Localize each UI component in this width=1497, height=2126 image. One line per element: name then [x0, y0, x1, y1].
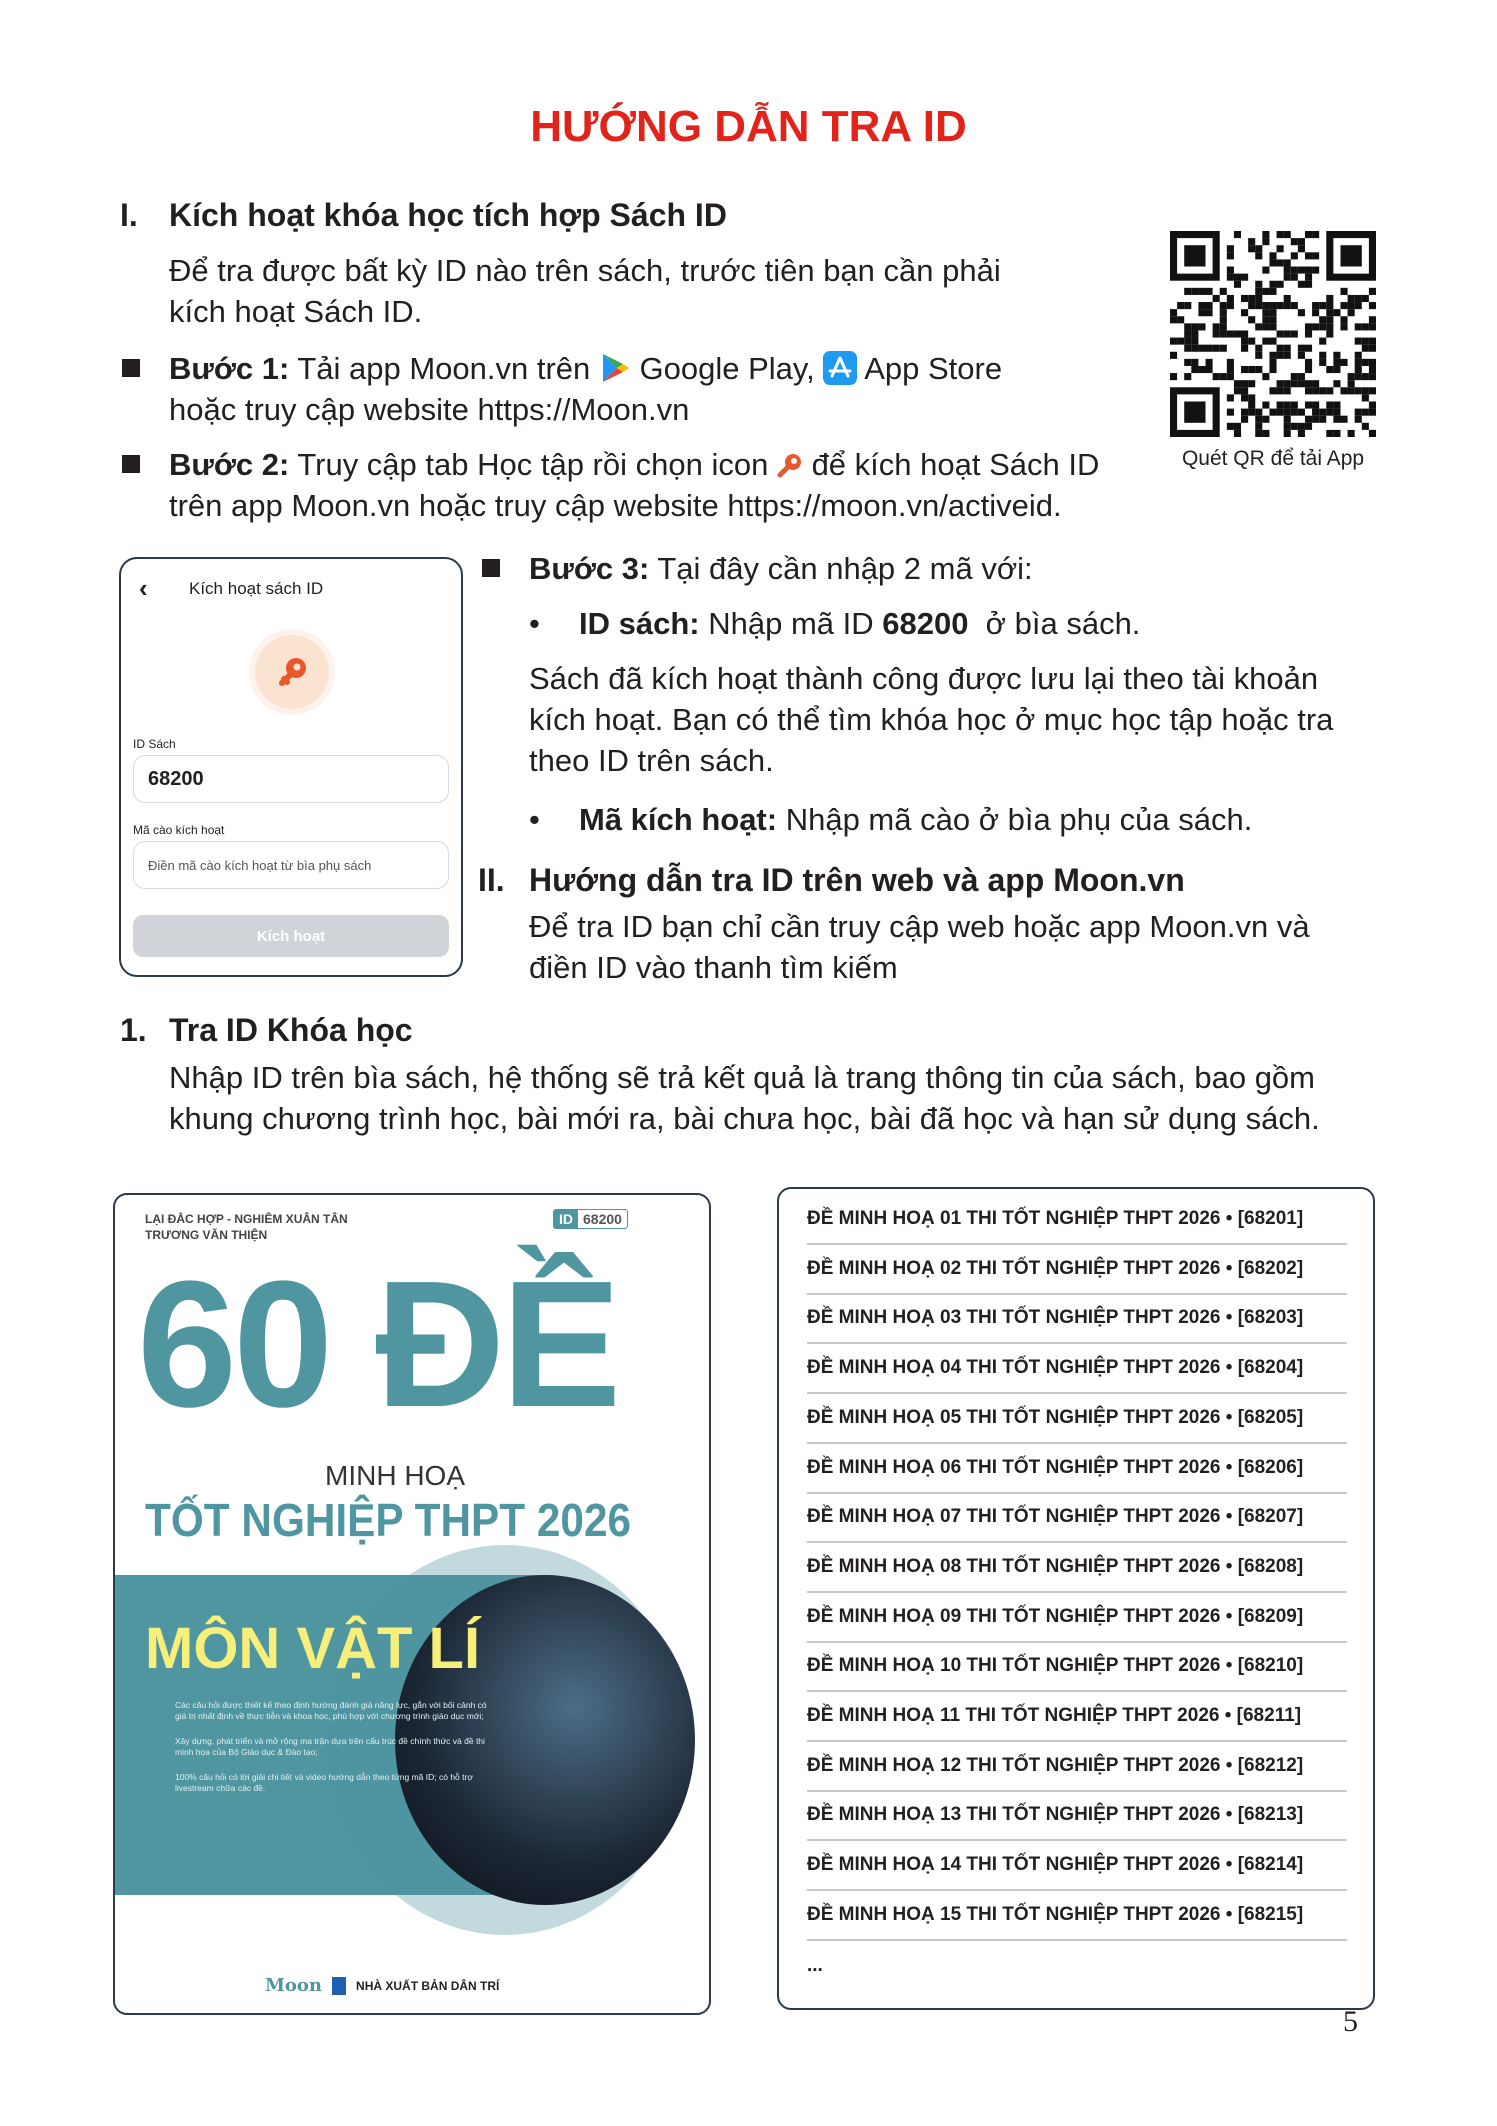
section-3-number: 1.	[120, 1012, 147, 1048]
list-item[interactable]: ĐỀ MINH HOẠ 14 THI TỐT NGHIỆP THPT 2026 • [68214]	[807, 1841, 1347, 1891]
google-play-link[interactable]: Google Play,	[630, 351, 824, 386]
code-label: Mã cào kích hoạt	[133, 823, 225, 837]
label: ID sách:	[579, 606, 700, 641]
list-item[interactable]: ĐỀ MINH HOẠ 04 THI TỐT NGHIỆP THPT 2026 • [68204]	[807, 1344, 1347, 1394]
qr-caption: Quét QR để tải App	[1181, 447, 1365, 470]
list-item[interactable]: ĐỀ MINH HOẠ 05 THI TỐT NGHIỆP THPT 2026 • [68205]	[807, 1394, 1347, 1444]
text-line: trên app Moon.vn hoặc truy cập website https://moon.vn/activeid.	[169, 488, 1062, 523]
id-tag: ID	[554, 1210, 578, 1228]
google-play-icon	[599, 352, 631, 384]
cover-subject: MÔN VẬT LÍ	[145, 1616, 481, 1681]
step-3	[529, 548, 1389, 840]
text: Truy cập tab Học tập rồi chọn icon	[289, 447, 777, 482]
text-line: hoặc truy cập website https://Moon.vn	[169, 392, 690, 427]
list-item[interactable]: ĐỀ MINH HOẠ 10 THI TỐT NGHIỆP THPT 2026 • [68210]	[807, 1642, 1347, 1692]
app-store-link[interactable]: App Store	[857, 351, 1003, 386]
list-item[interactable]: ĐỀ MINH HOẠ 09 THI TỐT NGHIỆP THPT 2026 • [68209]	[807, 1593, 1347, 1643]
list-item[interactable]: ĐỀ MINH HOẠ 02 THI TỐT NGHIỆP THPT 2026 • [68202]	[807, 1245, 1347, 1295]
authors-line: TRƯƠNG VĂN THIỆN	[145, 1228, 268, 1242]
bullet-dot-icon: •	[529, 606, 540, 641]
page-number: 5	[1343, 2005, 1358, 2038]
moon-logo: Moon	[265, 1975, 323, 1996]
label: Mã kích hoạt:	[579, 802, 778, 837]
text: Nhập mã ID	[699, 606, 883, 641]
authors-line: LẠI ĐẮC HỢP - NGHIÊM XUÂN TÂN	[145, 1212, 348, 1226]
step-2	[169, 444, 1169, 526]
list-item[interactable]: ĐỀ MINH HOẠ 03 THI TỐT NGHIỆP THPT 2026 • [68203]	[807, 1294, 1347, 1344]
text-line: điền ID vào thanh tìm kiếm	[529, 950, 898, 985]
step-1	[169, 348, 1149, 430]
book-cover	[113, 1193, 711, 2015]
page-title: HƯỚNG DẪN TRA ID	[530, 102, 967, 151]
section-1-heading: Kích hoạt khóa học tích hợp Sách ID	[169, 197, 727, 233]
id-value: 68200	[148, 767, 204, 790]
cover-footer	[265, 1975, 499, 1996]
text: Tải app Moon.vn trên	[289, 351, 599, 386]
step-label: Bước 3:	[529, 551, 650, 586]
cover-bullet: Các câu hỏi được thiết kế theo định hướng đánh giá năng lực, gắn với bối cảnh có giá trị nhất định về thực tiễn và khoa học, phù hợp với chương trình giáo dục mới;	[175, 1700, 487, 1721]
cover-id: 68200	[583, 1211, 622, 1227]
back-arrow-icon[interactable]: ‹	[139, 573, 148, 603]
text-line: theo ID trên sách.	[529, 743, 774, 778]
publisher-name: NHÀ XUẤT BẢN DÂN TRÍ	[356, 1978, 500, 1993]
list-item[interactable]: ĐỀ MINH HOẠ 01 THI TỐT NGHIỆP THPT 2026 • [68201]	[807, 1195, 1347, 1245]
bullet-square-icon	[482, 559, 500, 577]
list-more: ...	[807, 1954, 823, 1976]
section-3-heading: Tra ID Khóa học	[169, 1012, 413, 1048]
cover-bullet: 100% câu hỏi có lời giải chi tiết và video hướng dẫn theo từng mã ID; có hỗ trợ livestream chữa các đề.	[175, 1772, 473, 1793]
bullet-ma-kich-hoat	[529, 799, 1389, 840]
list-item[interactable]: ĐỀ MINH HOẠ 13 THI TỐT NGHIỆP THPT 2026 • [68213]	[807, 1791, 1347, 1841]
id-input[interactable]	[133, 755, 449, 803]
bullet-square-icon	[122, 455, 140, 473]
text-line: Sách đã kích hoạt thành công được lưu lại theo tài khoản	[529, 661, 1319, 696]
bullet-id-sach	[529, 603, 1389, 644]
section-1-intro	[169, 250, 1001, 332]
text-line: kích hoạt. Bạn có thể tìm khóa học ở mục học tập hoặc tra	[529, 702, 1334, 737]
exam-list	[777, 1187, 1375, 2010]
cover-bullet: Xây dựng, phát triển và mở rộng ma trận dựa trên cấu trúc đề chính thức và đề thi minh họa của Bộ Giáo dục & Đào tạo;	[175, 1736, 485, 1757]
text-line: khung chương trình học, bài mới ra, bài chưa học, bài đã học và hạn sử dụng sách.	[169, 1101, 1320, 1136]
text: để kích hoạt Sách ID	[802, 447, 1100, 482]
key-icon	[777, 452, 803, 478]
text-line: Để tra ID bạn chỉ cần truy cập web hoặc app Moon.vn và	[529, 909, 1310, 944]
section-1-number: I.	[120, 197, 138, 233]
cover-subtitle: MINH HOẠ	[325, 1460, 465, 1491]
phone-activation-screenshot	[119, 557, 463, 977]
bullet-square-icon	[122, 359, 140, 377]
list-item[interactable]: ĐỀ MINH HOẠ 07 THI TỐT NGHIỆP THPT 2026 • [68207]	[807, 1493, 1347, 1543]
activate-button[interactable]: Kích hoạt	[133, 915, 449, 957]
text: Tại đây cần nhập 2 mã với:	[649, 551, 1033, 586]
app-store-icon	[823, 351, 857, 385]
list-item[interactable]: ĐỀ MINH HOẠ 08 THI TỐT NGHIỆP THPT 2026 • [68208]	[807, 1543, 1347, 1593]
code-input[interactable]	[133, 841, 449, 889]
id-label: ID Sách	[133, 737, 176, 751]
section-2-heading: Hướng dẫn tra ID trên web và app Moon.vn	[529, 862, 1185, 898]
qr-code[interactable]	[1170, 231, 1376, 437]
list-item[interactable]: ĐỀ MINH HOẠ 06 THI TỐT NGHIỆP THPT 2026 • [68206]	[807, 1444, 1347, 1494]
text-line: Để tra được bất kỳ ID nào trên sách, trước tiên bạn cần phải	[169, 253, 1001, 288]
publisher-logo-icon	[332, 1977, 346, 1995]
cover-big-title: 60 ĐỀ	[137, 1244, 618, 1445]
list-item[interactable]: ĐỀ MINH HOẠ 15 THI TỐT NGHIỆP THPT 2026 • [68215]	[807, 1891, 1347, 1941]
section-2-text	[529, 906, 1310, 988]
bullet-dot-icon: •	[529, 802, 540, 837]
key-icon	[255, 635, 329, 709]
list-item[interactable]: ĐỀ MINH HOẠ 11 THI TỐT NGHIỆP THPT 2026 • [68211]	[807, 1692, 1347, 1742]
section-2-number: II.	[478, 862, 505, 898]
text-line: Nhập ID trên bìa sách, hệ thống sẽ trả kết quả là trang thông tin của sách, bao gồm	[169, 1060, 1316, 1095]
screen-header: Kích hoạt sách ID	[189, 579, 324, 598]
cover-id-badge	[553, 1209, 628, 1229]
step-label: Bước 2:	[169, 447, 290, 482]
section-3-text	[169, 1057, 1320, 1139]
paragraph	[529, 658, 1389, 781]
text-line: kích hoạt Sách ID.	[169, 294, 423, 329]
text: ở bìa sách.	[968, 606, 1141, 641]
cover-exam: TỐT NGHIỆP THPT 2026	[145, 1494, 632, 1546]
cover-authors	[145, 1211, 348, 1243]
code-placeholder: Điền mã cào kích hoạt từ bìa phụ sách	[148, 857, 372, 873]
text: Nhập mã cào ở bìa phụ của sách.	[777, 802, 1253, 837]
step-label: Bước 1:	[169, 351, 290, 386]
book-id: 68200	[882, 606, 969, 641]
list-item[interactable]: ĐỀ MINH HOẠ 12 THI TỐT NGHIỆP THPT 2026 • [68212]	[807, 1742, 1347, 1792]
cover-bullets	[145, 1700, 490, 1794]
